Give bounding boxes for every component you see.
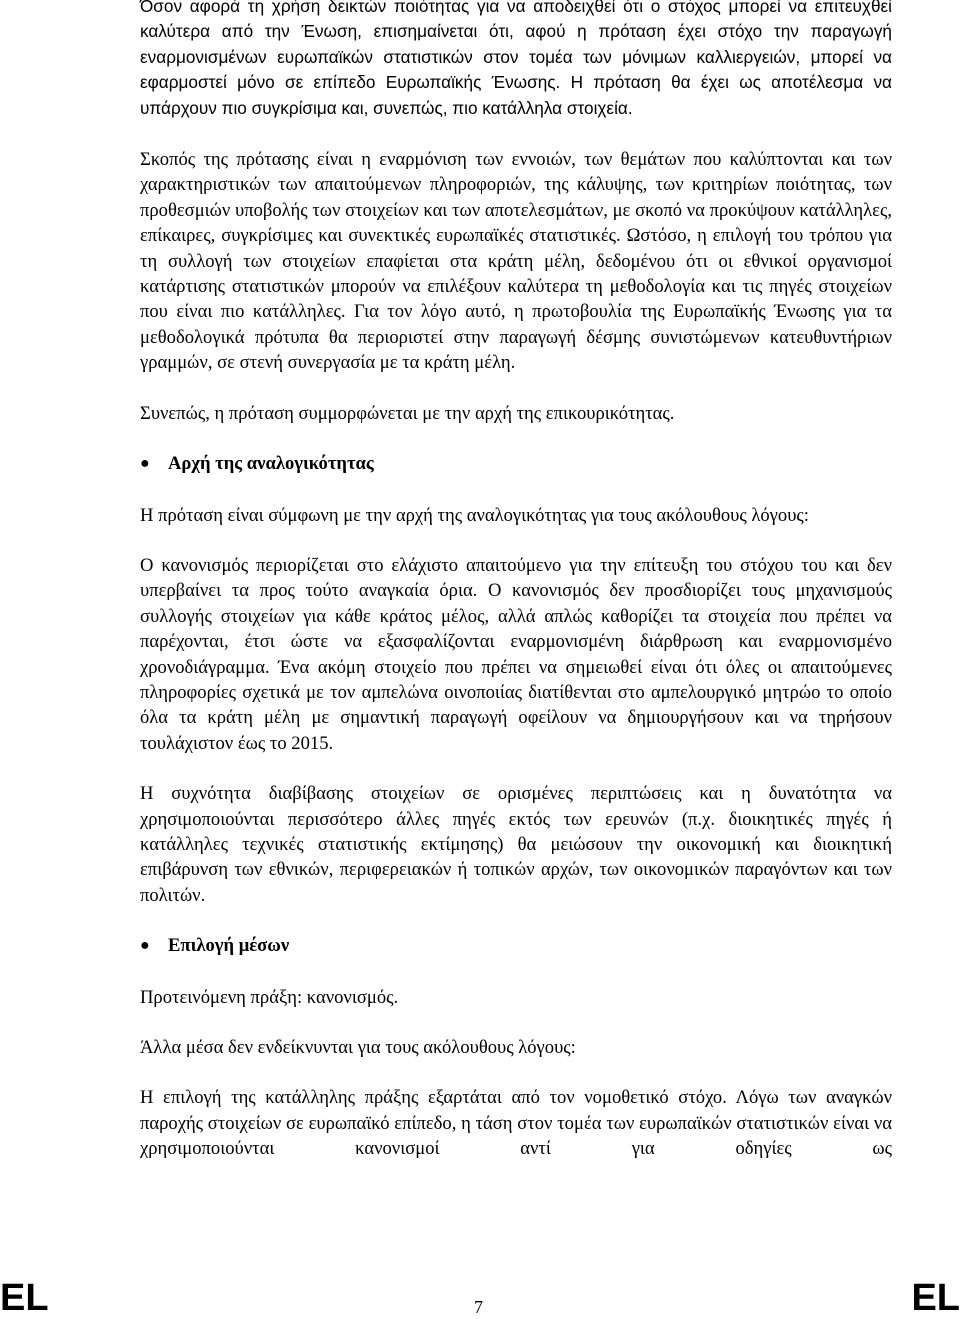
bullet-icon: ● (140, 937, 150, 955)
document-body (140, 0, 892, 1187)
footer-language-left: EL (0, 1277, 49, 1319)
paragraph-intro: Όσον αφορά τη χρήση δεικτών ποιότητας για να αποδειχθεί ότι ο στόχος μπορεί να επιτευχθεί καλύτερα από την Ένωση, επισημαίνεται ότι, αφού η πρόταση έχει στόχο την παραγωγή εναρμονισμένων ευρωπαϊκών στατιστικών στον τομέα των μόνιμων καλλιεργειών, μπορεί να εφαρμοστεί μόνο σε επίπεδο Ευρωπαϊκής Ένωσης. Η πρόταση θα έχει ως αποτέλεσμα να υπάρχουν πιο συγκρίσιμα και, συνεπώς, πιο κατάλληλα στοιχεία. (140, 0, 892, 118)
paragraph-prop-intro: Η πρόταση είναι σύμφωνη με την αρχή της αναλογικότητας για τους ακόλουθους λόγους: (140, 504, 809, 526)
heading-proportionality (140, 451, 892, 476)
paragraph-scope: Σκοπός της πρότασης είναι η εναρμόνιση των εννοιών, των θεμάτων που καλύπτονται και των χαρακτηριστικών των απαιτούμενων πληροφοριών, της κάλυψης, των κριτηρίων ποιότητας, των προθεσμιών υποβολής των στοιχείων και των αποτελεσμάτων, με σκοπό να προκύψουν κατάλληλες, επίκαιρες, συγκρίσιμες και συνεκτικές ευρωπαϊκές στατιστικές. Ωστόσο, η επιλογή του τρόπου για τη συλλογή των στοιχείων επαφίεται στα κράτη μέλη, δεδομένου ότι οι εθνικοί οργανισμοί κατάρτισης στατιστικών μπορούν να επιλέξουν καλύτερα τη μεθοδολογία και τις πηγές στοιχείων που είναι πιο κατάλληλες. Για τον λόγο αυτό, η πρωτοβουλία της Ευρωπαϊκής Ένωσης για τα μεθοδολογικά πρότυπα θα περιοριστεί στην παραγωγή δέσμης συνιστώμενων κατευθυντήριων γραμμών, σε στενή συνεργασία με τα κράτη μέλη. (140, 149, 892, 374)
heading-instruments-text: Επιλογή μέσων (168, 935, 290, 957)
paragraph-prop-regulation: Ο κανονισμός περιορίζεται στο ελάχιστο απαιτούμενο για την επίτευξη του στόχου του και δεν υπερβαίνει τα προς τούτο αναγκαία όρια. Ο κανονισμός δεν προσδιορίζει τους μηχανισμούς συλλογής στοιχείων για κάθε κράτος μέλος, αλλά απλώς καθορίζει τα στοιχεία που πρέπει να παρέχονται, έτσι ώστε να εξασφαλίζονται εναρμονισμένη διάρθρωση και εναρμονισμένο χρονοδιάγραμμα. Ένα ακόμη στοιχείο που πρέπει να σημειωθεί είναι ότι όλες οι απαιτούμενες πληροφορίες σχετικά με τον αμπελώνα οινοποιίας διατίθενται στο αμπελουργικό μητρώο το οποίο όλα τα κράτη μέλη με σημαντική παραγωγή οφείλουν να δημιουργήσουν και να τηρήσουν τουλάχιστον έως το 2015. (140, 554, 892, 754)
page-number: 7 (474, 1297, 483, 1317)
paragraph-other: Άλλα μέσα δεν ενδείκνυνται για τους ακόλουθους λόγους: (140, 1037, 576, 1058)
paragraph-proposed: Προτεινόμενη πράξη: κανονισμός. (140, 986, 399, 1008)
heading-proportionality-text: Αρχή της αναλογικότητας (168, 453, 374, 475)
footer-language-right: EL (911, 1277, 960, 1319)
paragraph-subsidiarity: Συνεπώς, η πρόταση συμμορφώνεται με την αρχή της επικουρικότητας. (140, 402, 675, 424)
heading-instruments (140, 933, 892, 958)
paragraph-frequency: Η συχνότητα διαβίβασης στοιχείων σε ορισμένες περιπτώσεις και η δυνατότητα να χρησιμοποιούνται περισσότερο άλλες πηγές εκτός των ερευνών (π.χ. διοικητικές πηγές ή κατάλληλες τεχνικές στατιστικής εκτίμησης) θα μειώσουν την οικονομική και διοικητική επιβάρυνση των εθνικών, περιφερειακών ή τοπικών αρχών, των οικονομικών παραγόντων και των πολιτών. (140, 783, 892, 906)
paragraph-choice: Η επιλογή της κατάλληλης πράξης εξαρτάται από τον νομοθετικό στόχο. Λόγω των αναγκών παροχής στοιχείων σε ευρωπαϊκό επίπεδο, η τάση στον τομέα των ευρωπαϊκών στατιστικών είναι να χρησιμοποιούνται κανονισμοί αντί για οδηγίες ως (140, 1087, 892, 1160)
bullet-icon: ● (140, 455, 150, 473)
